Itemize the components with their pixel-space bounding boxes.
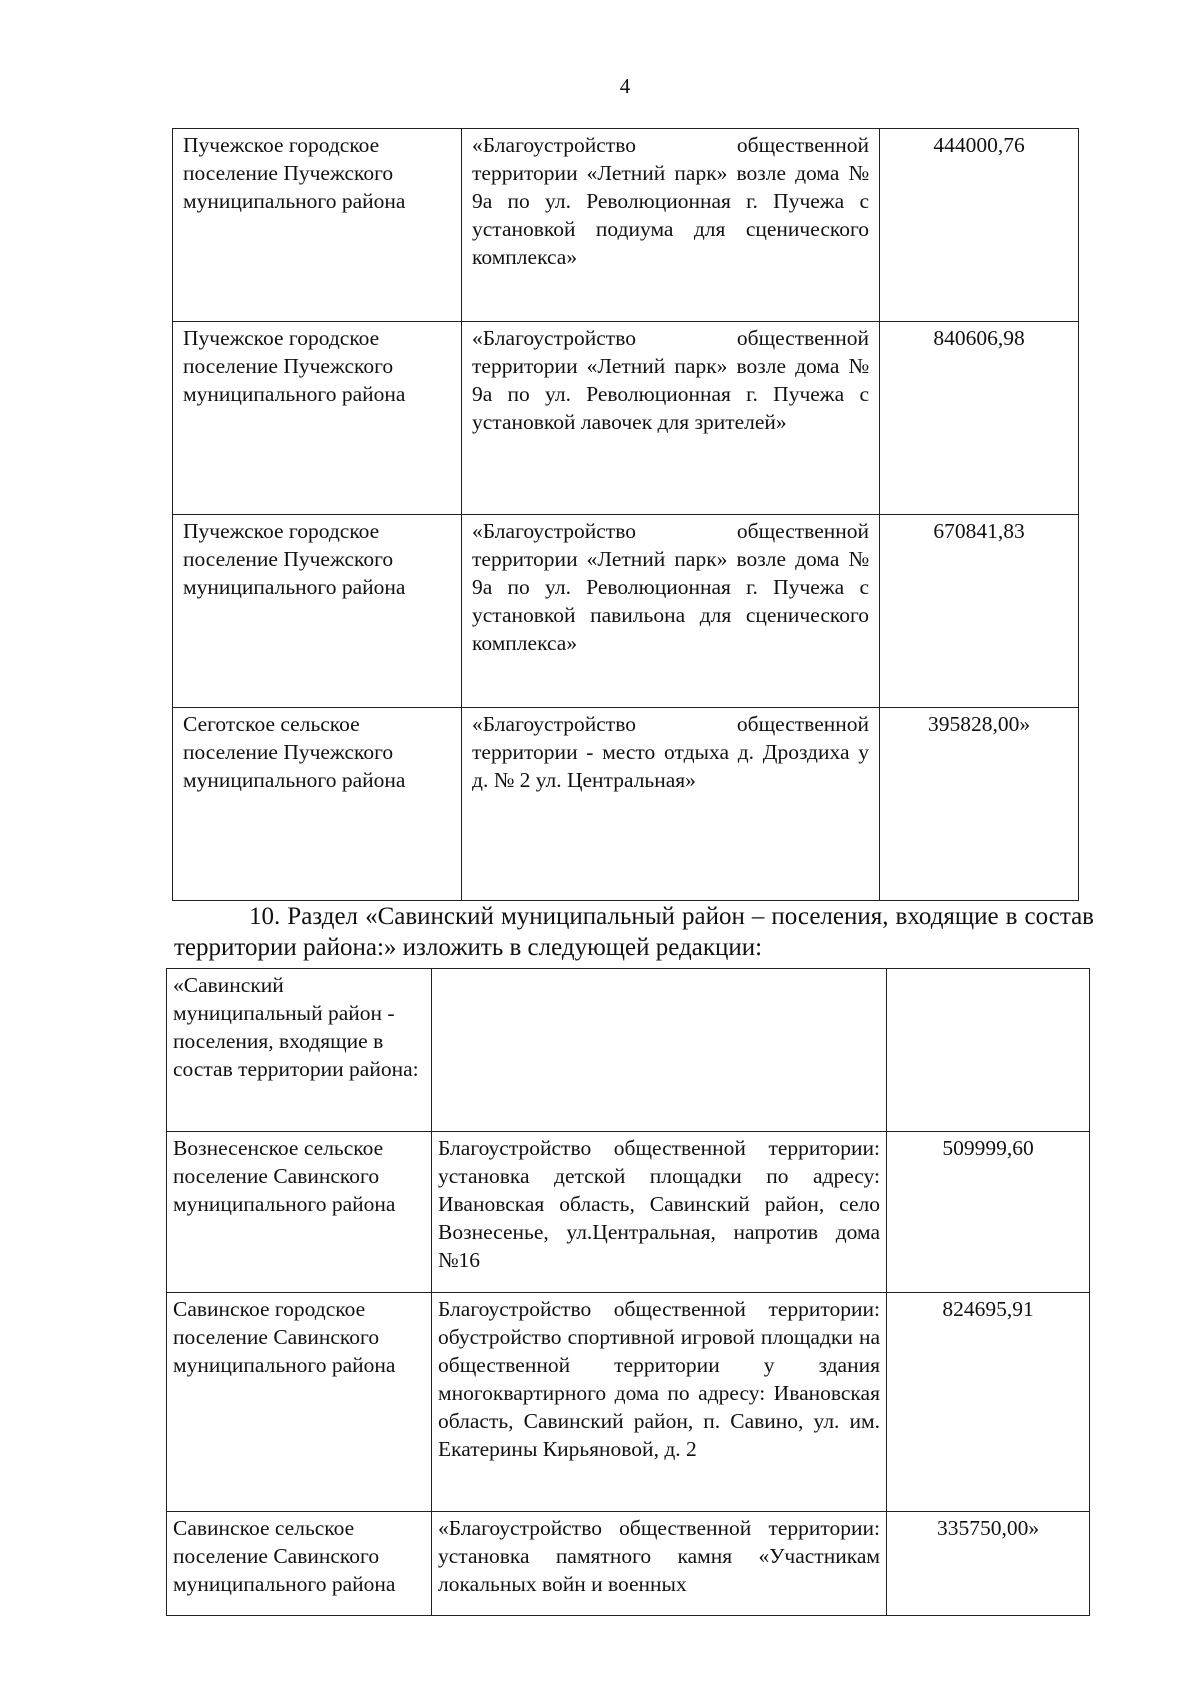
project-cell: Благоустройство общественной территории: обустройство спортивной игровой площадки на общественной территории у здания многоквартирного дома по адресу: Ивановская область, Савинский район, п. Савино, ул. им. Екатерины Кирьяновой, д. 2 — [432, 1293, 887, 1512]
table-header-row — [167, 969, 1090, 1132]
table-row — [167, 1512, 1090, 1616]
amount-cell: 840606,98 — [880, 322, 1079, 515]
amount-cell: 509999,60 — [887, 1132, 1090, 1293]
amount-cell: 670841,83 — [880, 515, 1079, 708]
section-header-cell: «Савинский муниципальный район - поселения, входящие в состав территории района: — [167, 969, 432, 1132]
project-cell: Благоустройство общественной территории: установка детской площадки по адресу: Ивановская область, Савинский район, село Вознесенье, ул.Центральная, напротив дома №16 — [432, 1132, 887, 1293]
amount-cell: 444000,76 — [880, 129, 1079, 322]
municipality-cell: Савинское городское поселение Савинского муниципального района — [167, 1293, 432, 1512]
project-cell: «Благоустройство общественной территории «Летний парк» возле дома № 9а по ул. Революционная г. Пучежа с установкой лавочек для зрителей» — [462, 322, 880, 515]
project-cell: «Благоустройство общественной территории: установка памятного камня «Участникам локальных войн и военных — [432, 1512, 887, 1616]
amount-cell: 395828,00» — [880, 708, 1079, 901]
project-cell: «Благоустройство общественной территории «Летний парк» возле дома № 9а по ул. Революционная г. Пучежа с установкой павильона для сценического комплекса» — [462, 515, 880, 708]
subsidy-table-puchezh — [172, 128, 1079, 901]
table-row — [167, 1293, 1090, 1512]
table-row — [173, 708, 1079, 901]
municipality-cell: Вознесенское сельское поселение Савинского муниципального района — [167, 1132, 432, 1293]
municipality-cell: Пучежское городское поселение Пучежского муниципального района — [173, 129, 462, 322]
page-number: 4 — [619, 74, 631, 98]
amount-cell: 335750,00» — [887, 1512, 1090, 1616]
table-row — [173, 515, 1079, 708]
empty-cell — [887, 969, 1090, 1132]
amount-cell: 824695,91 — [887, 1293, 1090, 1512]
empty-cell — [432, 969, 887, 1132]
municipality-cell: Пучежское городское поселение Пучежского муниципального района — [173, 515, 462, 708]
municipality-cell: Пучежское городское поселение Пучежского муниципального района — [173, 322, 462, 515]
subsidy-table-savino — [166, 968, 1090, 1616]
project-cell: «Благоустройство общественной территории - место отдыха д. Дроздиха у д. № 2 ул. Центральная» — [462, 708, 880, 901]
table-row — [173, 129, 1079, 322]
table-row — [167, 1132, 1090, 1293]
project-cell: «Благоустройство общественной территории «Летний парк» возле дома № 9а по ул. Революционная г. Пучежа с установкой подиума для сценического комплекса» — [462, 129, 880, 322]
table-row — [173, 322, 1079, 515]
municipality-cell: Сеготское сельское поселение Пучежского муниципального района — [173, 708, 462, 901]
section-paragraph: 10. Раздел «Савинский муниципальный район – поселения, входящие в состав территории района:» изложить в следующей редакции: — [174, 903, 1094, 961]
municipality-cell: Савинское сельское поселение Савинского муниципального района — [167, 1512, 432, 1616]
